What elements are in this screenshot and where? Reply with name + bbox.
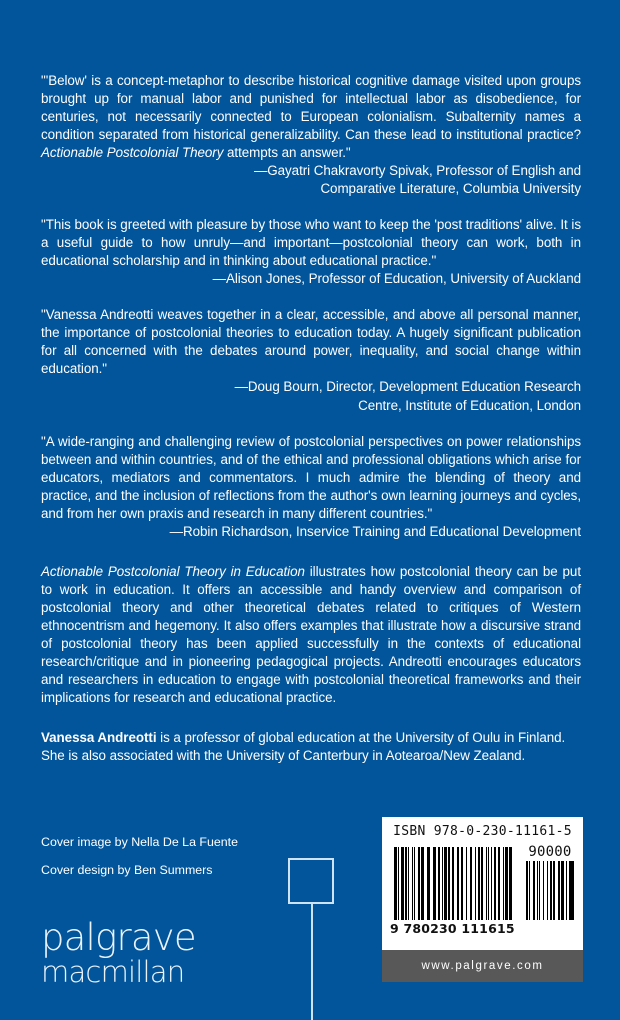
quote-text-spivak	[41, 72, 581, 162]
barcode-ean13-bars	[394, 847, 512, 920]
quote-attribution-richardson-line1: —Robin Richardson, Inservice Training and Educational Development	[169, 523, 581, 539]
quote-text-jones: "This book is greeted with pleasure by those who want to keep the 'post traditions' alive. It is a useful guide to how unruly—and important—postcolonial theory can work, both in educational scholarship and in thinking about educational practice."	[41, 217, 581, 269]
author-bio	[41, 729, 581, 765]
sign-post-icon	[288, 858, 344, 1020]
logo-line-palgrave: palgrave	[41, 916, 196, 959]
cover-credits	[41, 836, 238, 893]
quote-text-spivak-part2: attempts an answer."	[223, 145, 351, 161]
quote-text-bourn: "Vanessa Andreotti weaves together in a clear, accessible, and above all personal manner, the importance of postcolonial theories to education today. A hugely significant publication for all concerned with the debates around power, inequality, and social change within education."	[41, 307, 581, 377]
publisher-url-bar: www.palgrave.com	[382, 950, 583, 982]
quote-attribution-spivak-line2: Comparative Literature, Columbia University	[320, 181, 581, 197]
author-bio-text: is a professor of global education at the University of Oulu in Finland. She is also associated with the University of Canterbury in Aotearoa/New Zealand.	[41, 729, 566, 763]
barcode-panel	[382, 817, 583, 982]
sign-box-shape	[288, 858, 334, 904]
quote-text-spivak-part1: "'Below' is a concept-metaphor to describe historical cognitive damage visited upon groups brought up for manual labor and punished for intellectual labor as disobedience, for centuries, not necessarily connected to European colonialism. Subalternity names a condition separated from historical generalizability. Can these lead to institutional practice?	[41, 73, 581, 143]
credit-cover-image: Cover image by Nella De La Fuente	[41, 835, 238, 849]
barcode-ean-digits: 9 780230 111615	[390, 921, 515, 936]
quote-attribution-bourn-line2: Centre, Institute of Education, London	[358, 397, 581, 413]
quote-attribution-spivak-line1: —Gayatri Chakravorty Spivak, Professor of English and	[253, 163, 581, 179]
barcode-addon-bars	[526, 861, 574, 920]
quote-attribution-jones-line1: —Alison Jones, Professor of Education, University of Auckland	[212, 271, 581, 287]
quote-italic-title-spivak: Actionable Postcolonial Theory	[41, 145, 224, 161]
quote-block-bourn	[41, 306, 581, 414]
quote-block-jones	[41, 216, 581, 288]
book-title-italic: Actionable Postcolonial Theory in Education	[41, 563, 305, 579]
barcode-addon-digits: 90000	[528, 844, 572, 860]
author-name: Vanessa Andreotti	[41, 729, 157, 745]
cover-text-column	[41, 72, 581, 765]
book-description-text: illustrates how postcolonial theory can be put to work in education. It offers an accessible and handy overview and comparison of postcolonial theory and other theoretical debates related to critiques of Western ethnocentrism and hegemony. It also offers examples that illustrate how a discursive strand of postcolonial theory has been applied successfully in the contexts of educational research/critique and in pioneering pedagogical projects. Andreotti encourages educators and researchers in education to engage with postcolonial theoretical frameworks and their implications for research and educational practice.	[41, 563, 581, 705]
credit-cover-design: Cover design by Ben Summers	[41, 863, 213, 878]
quote-block-spivak	[41, 72, 581, 198]
isbn-text: ISBN 978-0-230-11161-5	[393, 824, 572, 839]
quote-text-richardson: "A wide-ranging and challenging review of postcolonial perspectives on power relationships between and within countries, and of the ethical and professional obligations which arise for educators, mediators and commentators. I much admire the blending of theory and practice, and the inclusion of reflections from the author's own learning journeys and cycles, and from her own praxis and research in many different countries."	[41, 433, 581, 521]
quote-block-richardson	[41, 433, 581, 541]
sign-post-shape	[311, 904, 313, 1020]
quote-attribution-bourn-line1: —Doug Bourn, Director, Development Education Research	[234, 379, 581, 395]
logo-line-macmillan: macmillan	[41, 955, 185, 990]
palgrave-macmillan-logo	[41, 916, 196, 990]
book-description	[41, 563, 581, 707]
